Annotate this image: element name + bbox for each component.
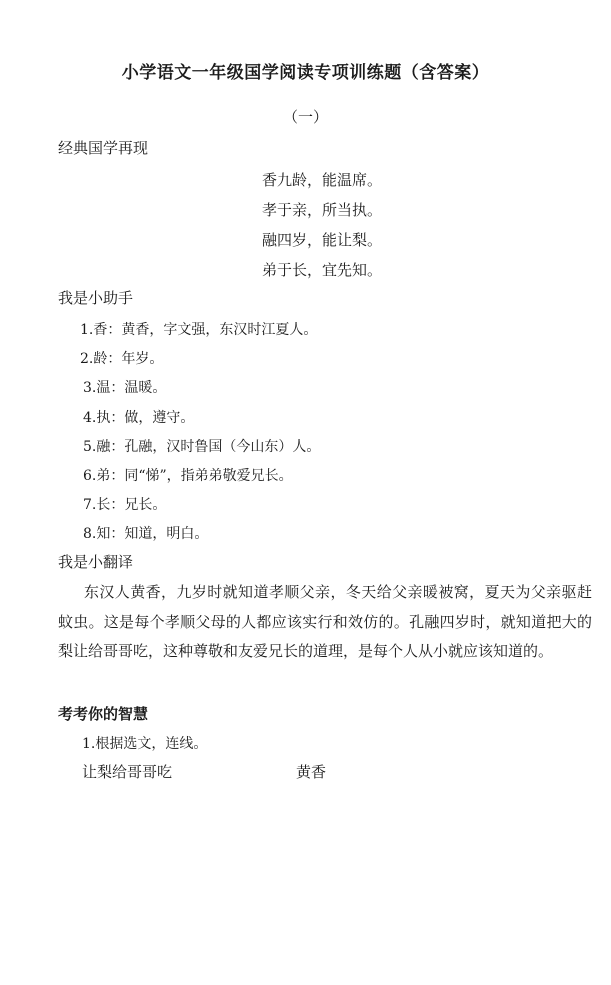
annotation-item: 6.弟：同“悌”，指弟弟敬爱兄长。	[83, 467, 293, 484]
classic-poem	[262, 165, 382, 285]
annotation-item: 5.融：孔融，汉时鲁国（今山东）人。	[83, 438, 321, 455]
section-heading-reading: 经典国学再现	[58, 139, 149, 157]
translation-paragraph: 东汉人黄香，九岁时就知道孝顺父亲，冬天给父亲暖被窝，夏天为父亲驱赶蚊虫。这是每个孝顺父母的人都应该实行和效仿的。孔融四岁时，就知道把大的梨让给哥哥吃，这种尊敬和友爱兄长的道理，是每个人从小就应该知道的。	[58, 583, 592, 660]
question-1: 1.根据选文，连线。	[82, 736, 208, 752]
section-heading-helper: 我是小助手	[58, 289, 134, 307]
annotation-item: 1.香：黄香，字文强，东汉时江夏人。	[80, 322, 318, 338]
part-number: （一）	[282, 108, 328, 126]
poem-line: 香九龄，能温席。	[262, 171, 383, 189]
poem-line: 弟于长，宜先知。	[262, 261, 383, 279]
match-item-right: 黄香	[296, 763, 327, 781]
poem-line: 孝于亲，所当执。	[262, 201, 383, 219]
poem-line: 融四岁，能让梨。	[262, 231, 383, 249]
match-item-left: 让梨给哥哥吃	[82, 763, 173, 781]
section-heading-quiz: 考考你的智慧	[58, 705, 149, 723]
section-heading-translate: 我是小翻译	[58, 553, 134, 571]
annotation-list	[80, 316, 320, 550]
annotation-item: 8.知：知道，明白。	[83, 526, 209, 543]
annotation-item: 4.执：做，遵守。	[83, 409, 195, 426]
page-title: 小学语文一年级国学阅读专项训练题（含答案）	[121, 63, 490, 83]
annotation-item: 2.龄：年岁。	[80, 351, 164, 368]
annotation-item: 7.长：兄长。	[83, 497, 167, 514]
annotation-item: 3.温：温暖。	[83, 380, 167, 397]
